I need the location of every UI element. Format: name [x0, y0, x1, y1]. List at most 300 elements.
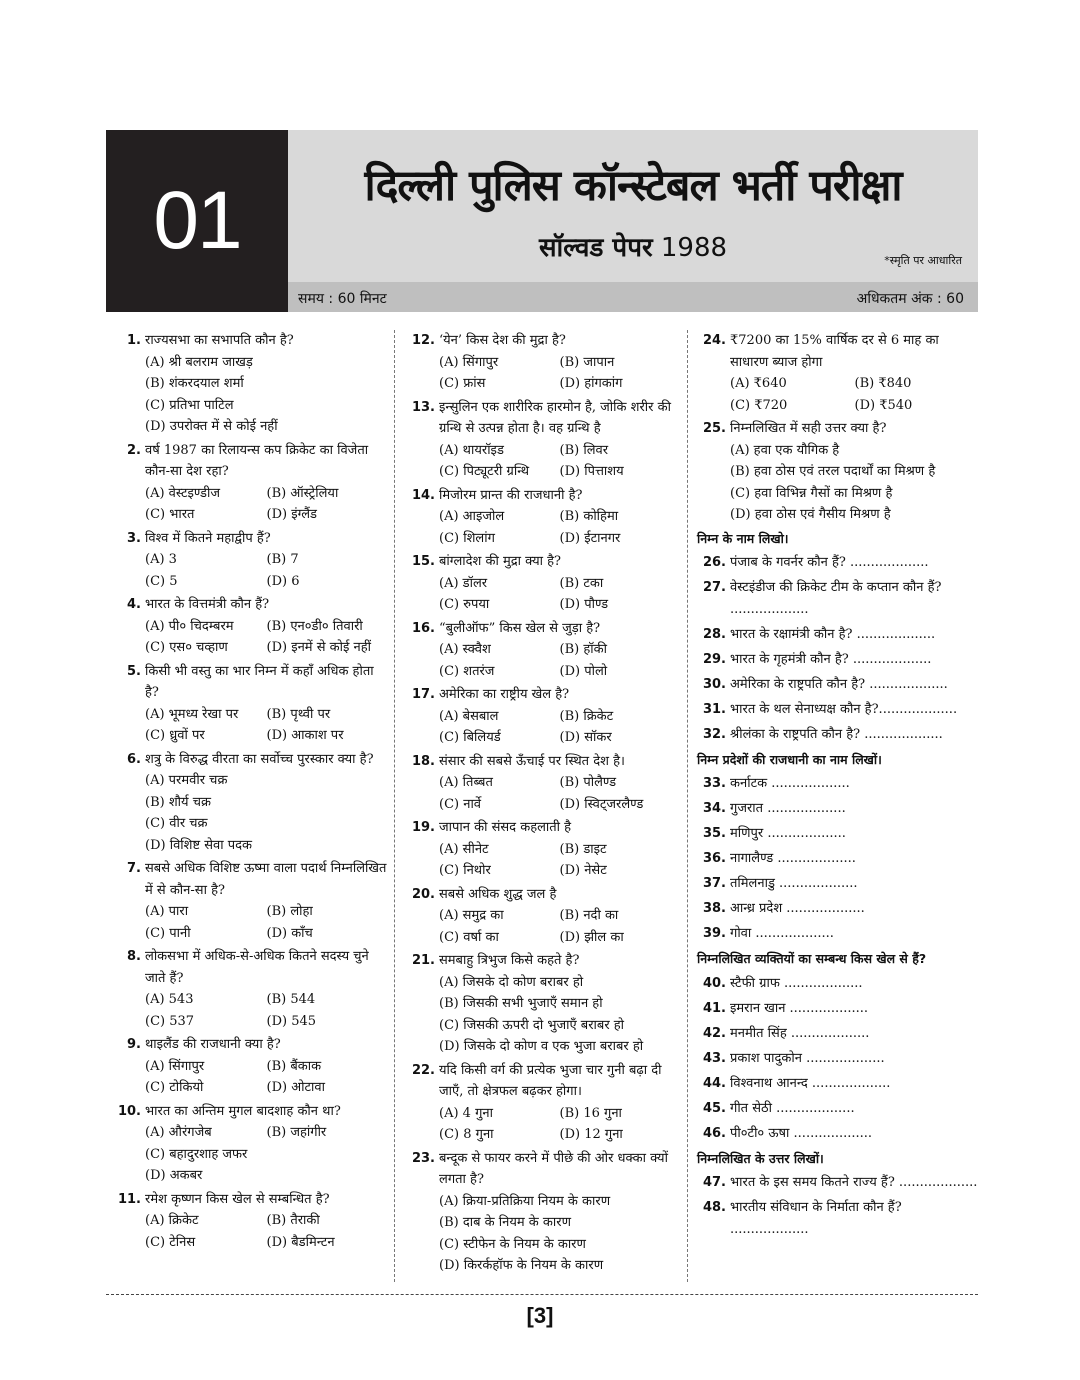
question-item [697, 418, 979, 526]
option-list [112, 1122, 388, 1187]
option-item: (A) औरंगजेब [145, 1125, 212, 1140]
option-item: (C) 537 [145, 1013, 195, 1029]
option-list [406, 772, 680, 815]
option-item: (C) रुपया [439, 597, 490, 612]
option-item: (D) पौण्ड [559, 597, 609, 612]
question-item [112, 946, 388, 1032]
question-line [112, 440, 388, 483]
subtitle-year: 1988 [660, 233, 728, 263]
question-text: वेस्टइंडीज की क्रिकेट टीम के कप्तान कौन हैं? ................... [730, 580, 942, 617]
option-item: (A) 3 [145, 552, 177, 567]
option-item: (B) 16 गुना [559, 1105, 622, 1121]
question-text: भारत के थल सेनाध्यक्ष कौन है?................... [730, 701, 958, 717]
question-text: इन्सुलिन एक शारीरिक हारमोन है, जोकि शरीर की ग्रन्थि से उत्पन्न होता है। वह ग्रन्थि है [439, 399, 671, 436]
option-list [406, 1103, 680, 1146]
option-list [406, 573, 680, 616]
option-item: (A) 4 गुना [439, 1105, 493, 1121]
option-item: (C) 8 गुना [439, 1127, 494, 1142]
question-line [406, 884, 680, 906]
option-list [112, 549, 388, 592]
fill-blank-item [697, 1073, 979, 1095]
question-number: 33. [702, 776, 726, 791]
question-item [406, 684, 680, 749]
question-number: 39. [702, 926, 726, 941]
question-line [406, 817, 680, 839]
question-item [112, 330, 388, 438]
question-text: गीत सेठी ................... [730, 1100, 855, 1116]
option-list [112, 616, 388, 659]
option-item: (B) बैंकाक [266, 1058, 322, 1074]
question-number: 44. [702, 1075, 726, 1091]
question-number: 22. [411, 1062, 435, 1078]
question-number: 16. [411, 620, 435, 636]
question-number: 30. [702, 676, 726, 692]
option-item: (B) लिवर [559, 442, 609, 458]
column-divider [687, 330, 688, 1282]
question-line [112, 594, 388, 616]
option-item: (A) स्क्वैश [439, 642, 491, 657]
option-item: (C) हवा विभिन्न गैसों का मिश्रण है [730, 485, 893, 501]
question-line [406, 618, 680, 640]
question-text: तमिलनाडु ................... [730, 876, 858, 891]
option-list [406, 839, 680, 882]
question-text: आन्ध्र प्रदेश ................... [730, 901, 865, 916]
option-item: (C) बहादुरशाह जफर [145, 1146, 248, 1162]
question-number: 19. [411, 820, 435, 835]
question-number: 8. [127, 949, 141, 964]
question-text: भारत के इस समय कितने राज्य हैं? ................... [730, 1175, 978, 1190]
question-number: 3. [127, 530, 141, 546]
question-item [406, 817, 680, 882]
option-item: (D) ओटावा [266, 1080, 326, 1095]
fill-blank-item [697, 873, 979, 895]
option-item: (A) पारा [145, 904, 189, 919]
option-item: (C) एस० चव्हाण [145, 640, 228, 655]
option-list [112, 1210, 388, 1253]
option-list [406, 639, 680, 682]
question-item [112, 1101, 388, 1187]
paper-title: दिल्ली पुलिस कॉन्स्टेबल भर्ती परीक्षा [364, 161, 902, 211]
question-number: 14. [411, 487, 435, 503]
fill-blank-item [697, 923, 979, 945]
question-line [112, 330, 388, 352]
option-item: (D) हांगकांग [559, 376, 623, 391]
option-item: (A) सिंगापुर [439, 354, 499, 370]
option-item: (A) क्रिकेट [145, 1213, 199, 1228]
section-heading: निम्न प्रदेशों की राजधानी का नाम लिखों। [697, 751, 882, 767]
option-item: (A) तिब्बत [439, 775, 493, 790]
question-item [406, 330, 680, 395]
section-heading: निम्न के नाम लिखो। [697, 530, 789, 546]
option-list [406, 706, 680, 749]
fill-blank-item [697, 649, 979, 671]
question-text: विश्व में कितने महाद्वीप हैं? [145, 530, 271, 546]
question-text: रमेश कृष्णन किस खेल से सम्बन्धित है? [145, 1191, 330, 1207]
question-line [697, 418, 979, 440]
question-line [112, 528, 388, 550]
section-heading: निम्नलिखित व्यक्तियों का सम्बन्ध किस खेल से हैं? [697, 951, 927, 966]
option-item: (B) तैराकी [266, 1213, 320, 1228]
question-text: राज्यसभा का सभापति कौन है? [145, 333, 294, 348]
option-list [406, 506, 680, 549]
question-line [406, 684, 680, 706]
option-item: (C) पानी [145, 925, 191, 941]
option-item: (D) हवा ठोस एवं गैसीय मिश्रण है [730, 507, 891, 522]
question-text: प्रकाश पादुकोन ................... [730, 1050, 885, 1066]
question-text: मनमीत सिंह ................... [730, 1025, 870, 1041]
question-number: 23. [411, 1150, 435, 1166]
option-item: (C) टोकियो [145, 1080, 204, 1095]
question-text: गुजरात ................... [730, 801, 846, 816]
section-heading: निम्नलिखित के उत्तर लिखों। [697, 1150, 824, 1166]
question-number: 11. [117, 1191, 141, 1207]
option-item: (D) पित्ताशय [559, 464, 624, 479]
option-item: (D) काँच [266, 925, 313, 941]
option-item: (A) आइजोल [439, 509, 505, 524]
question-text: जापान की संसद कहलाती है [439, 820, 572, 835]
question-text: कर्नाटक ................... [730, 776, 850, 791]
option-item: (A) डॉलर [439, 575, 488, 591]
question-line [406, 485, 680, 507]
option-item: (B) पोलैण्ड [559, 775, 617, 790]
question-text: संसार की सबसे ऊँचाई पर स्थित देश है। [439, 753, 625, 769]
option-item: (B) शौर्य चक्र [145, 794, 211, 810]
question-line [406, 1148, 680, 1191]
question-number: 47. [702, 1175, 726, 1190]
question-number: 5. [127, 663, 141, 679]
option-list [697, 373, 979, 416]
question-text: इमरान खान ................... [730, 1000, 869, 1016]
option-item: (D) विशिष्ट सेवा पदक [145, 837, 253, 853]
question-number: 41. [702, 1000, 726, 1016]
fill-blank-item [697, 1098, 979, 1120]
fill-blank-item [697, 1048, 979, 1070]
option-item: (B) टका [559, 575, 604, 591]
question-text: भारत के गृहमंत्री कौन है? ................... [730, 651, 932, 667]
option-item: (D) 12 गुना [559, 1127, 623, 1142]
question-number: 18. [411, 753, 435, 769]
option-item: (D) स्विट्जरलैण्ड [559, 796, 644, 812]
question-number: 40. [702, 975, 726, 991]
question-item [112, 661, 388, 747]
fill-blank-item [697, 674, 979, 696]
question-number: 10. [117, 1103, 141, 1119]
question-text: निम्नलिखित में सही उत्तर क्या है? [730, 421, 887, 436]
option-item: (A) जिसके दो कोण बराबर हो [439, 974, 584, 990]
question-line [112, 661, 388, 704]
question-number: 6. [127, 751, 141, 767]
question-number: 1. [127, 333, 141, 348]
option-item: (B) ऑस्ट्रेलिया [266, 485, 339, 501]
question-line [112, 946, 388, 989]
question-text: वर्ष 1987 का रिलायन्स कप क्रिकेट का विजेता कौन-सा देश रहा? [145, 442, 369, 479]
question-item [112, 749, 388, 857]
fill-blank-item [697, 973, 979, 995]
option-item: (D) ईटानगर [559, 530, 621, 546]
fill-blank-item [697, 998, 979, 1020]
question-text: समबाहु त्रिभुज किसे कहते है? [439, 953, 580, 968]
question-number: 20. [411, 886, 435, 902]
option-item: (C) फ्रांस [439, 376, 486, 391]
option-item: (B) कोहिमा [559, 509, 619, 524]
option-item: (B) पृथ्वी पर [266, 706, 331, 722]
time-limit: समय : 60 मिनट [298, 291, 387, 307]
question-number: 28. [702, 626, 726, 642]
question-text: स्टैफी ग्राफ ................... [730, 975, 863, 991]
question-column-1 [112, 330, 388, 1255]
option-item: (C) निथोर [439, 863, 491, 878]
option-item: (C) भारत [145, 507, 195, 522]
question-text: नागालैण्ड ................... [730, 851, 856, 866]
question-number: 46. [702, 1125, 726, 1141]
question-line [112, 1189, 388, 1211]
option-list [112, 770, 388, 856]
question-text: भारत का अन्तिम मुगल बादशाह कौन था? [145, 1103, 341, 1119]
question-number: 25. [702, 421, 726, 436]
question-text: थाइलैंड की राजधानी क्या है? [145, 1037, 281, 1052]
fill-blank-item [697, 798, 979, 820]
option-item: (D) 6 [266, 573, 300, 589]
question-column-3 [697, 330, 979, 1244]
question-number: 4. [127, 597, 141, 612]
question-item [112, 528, 388, 593]
option-item: (B) हवा ठोस एवं तरल पदार्थों का मिश्रण है [730, 464, 936, 479]
question-text: मिजोरम प्रान्त की राजधानी है? [439, 487, 583, 503]
question-number: 27. [702, 580, 726, 595]
question-number: 7. [127, 861, 141, 876]
option-item: (C) नार्वे [439, 796, 482, 812]
option-item: (C) जिसकी ऊपरी दो भुजाएँ बराबर हो [439, 1017, 625, 1033]
fill-blank-item [697, 577, 979, 620]
page-number: [3] [526, 1303, 554, 1328]
option-item: (A) श्री बलराम जाखड़ [145, 354, 253, 370]
option-list [406, 905, 680, 948]
question-line [406, 1060, 680, 1103]
option-item: (C) शिलांग [439, 530, 495, 546]
option-item: (A) सिंगापुर [145, 1058, 205, 1074]
option-item: (D) इंग्लैंड [266, 507, 318, 522]
option-item: (B) जिसकी सभी भुजाएँ समान हो [439, 996, 603, 1011]
option-item: (D) 545 [266, 1013, 317, 1029]
question-line [112, 858, 388, 901]
fill-blank-item [697, 848, 979, 870]
option-list [112, 483, 388, 526]
option-item: (B) दाब के नियम के कारण [439, 1215, 571, 1230]
question-number: 38. [702, 901, 726, 916]
question-line [112, 749, 388, 771]
option-item: (D) उपरोक्त में से कोई नहीं [145, 419, 278, 434]
option-list [406, 972, 680, 1058]
question-line [406, 330, 680, 352]
fill-blank-item [697, 898, 979, 920]
option-item: (D) नेसेट [559, 863, 607, 878]
question-text: भारतीय संविधान के निर्माता कौन हैं? ................... [730, 1200, 902, 1237]
question-item [112, 1189, 388, 1254]
option-item: (B) जहांगीर [266, 1125, 327, 1140]
question-line [406, 950, 680, 972]
max-marks: अधिकतम अंक : 60 [856, 291, 964, 307]
fill-blank-item [697, 552, 979, 574]
question-item [406, 485, 680, 550]
question-number: 24. [702, 333, 726, 348]
option-item: (A) 543 [145, 992, 194, 1007]
option-list [112, 704, 388, 747]
question-text: पंजाब के गवर्नर कौन हैं? ................... [730, 555, 929, 570]
option-item: (B) ₹840 [854, 376, 912, 391]
question-item [406, 1148, 680, 1277]
option-item: (B) 7 [266, 552, 299, 567]
question-item [697, 330, 979, 416]
option-list [406, 440, 680, 483]
option-list [406, 352, 680, 395]
option-item: (C) बिलियर्ड [439, 730, 501, 745]
option-item: (A) थायरॉइड [439, 442, 504, 458]
column-divider [394, 330, 395, 1282]
option-item: (C) 5 [145, 573, 178, 589]
option-item: (C) ₹720 [730, 397, 788, 413]
option-list [112, 989, 388, 1032]
question-number: 42. [702, 1025, 726, 1041]
question-item [406, 618, 680, 683]
paper-subtitle [288, 228, 978, 264]
question-text: किसी भी वस्तु का भार निम्न में कहाँ अधिक होता है? [145, 663, 374, 700]
option-item: (D) जिसके दो कोण व एक भुजा बराबर हो [439, 1039, 644, 1054]
option-item: (B) क्रिकेट [559, 708, 614, 724]
question-number: 32. [702, 726, 726, 742]
question-line [112, 1034, 388, 1056]
subtitle-label: सॉल्वड पेपर [538, 233, 653, 263]
footer-divider [106, 1294, 978, 1295]
option-item: (D) पोलो [559, 663, 608, 679]
question-line [406, 551, 680, 573]
option-item: (B) हॉकी [559, 642, 607, 657]
fill-blank-item [697, 1172, 979, 1194]
option-item: (B) लोहा [266, 904, 313, 919]
question-text: बन्दूक से फायर करने में पीछे की ओर धक्का क्यों लगता है? [439, 1150, 668, 1187]
option-item: (C) टेनिस [145, 1234, 196, 1250]
paper-header [106, 130, 978, 312]
option-item: (C) ध्रुवों पर [145, 728, 205, 743]
question-number: 45. [702, 1100, 726, 1116]
fill-blank-item [697, 1123, 979, 1145]
option-item: (B) 544 [266, 992, 316, 1007]
question-item [112, 440, 388, 526]
option-list [697, 440, 979, 526]
question-number: 2. [127, 442, 141, 458]
question-number: 31. [702, 701, 726, 717]
option-item: (B) शंकरदयाल शर्मा [145, 376, 244, 391]
fill-blank-item [697, 699, 979, 721]
question-number: 36. [702, 851, 726, 866]
question-text: अमेरिका के राष्ट्रपति कौन है? ................... [730, 676, 948, 692]
option-item: (C) स्टीफेन के नियम के कारण [439, 1236, 586, 1252]
question-number: 43. [702, 1050, 726, 1066]
option-item: (A) पी० चिदम्बरम [145, 618, 234, 634]
option-item: (D) इनमें से कोई नहीं [266, 640, 371, 655]
question-number: 15. [411, 554, 435, 569]
question-item [112, 594, 388, 659]
option-item: (A) सीनेट [439, 841, 489, 857]
option-item: (D) ₹540 [854, 397, 913, 413]
fill-blank-item [697, 773, 979, 795]
question-line [697, 330, 979, 373]
question-text: यदि किसी वर्ग की प्रत्येक भुजा चार गुनी बढ़ा दी जाएँ, तो क्षेत्रफल बढ़कर होगा। [439, 1062, 662, 1099]
option-item: (B) नदी का [559, 908, 619, 923]
question-item [112, 858, 388, 944]
option-item: (C) वीर चक्र [145, 816, 208, 831]
question-number: 48. [702, 1200, 726, 1215]
option-item: (D) बैडमिन्टन [266, 1234, 335, 1250]
question-number: 9. [127, 1037, 141, 1052]
question-item [406, 884, 680, 949]
question-number: 21. [411, 953, 435, 968]
option-item: (D) आकाश पर [266, 728, 344, 743]
fill-blank-item [697, 724, 979, 746]
question-number: 37. [702, 876, 726, 891]
question-text: लोकसभा में अधिक-से-अधिक कितने सदस्य चुने जाते हैं? [145, 949, 369, 986]
option-item: (D) सॉकर [559, 730, 612, 745]
option-item: (A) ₹640 [730, 376, 787, 391]
option-item: (B) जापान [559, 354, 615, 370]
question-text: ‘येन’ किस देश की मुद्रा है? [439, 333, 566, 348]
fill-blank-item [697, 624, 979, 646]
option-list [112, 1056, 388, 1099]
option-item: (B) एन०डी० तिवारी [266, 618, 363, 634]
question-text: पी०टी० ऊषा ................... [730, 1125, 873, 1141]
question-text: सबसे अधिक शुद्ध जल है [439, 886, 557, 902]
question-text: सबसे अधिक विशिष्ट ऊष्मा वाला पदार्थ निम्नलिखित में से कौन-सा है? [145, 861, 387, 898]
question-text: ₹7200 का 15% वार्षिक दर से 6 माह का साधारण ब्याज होगा [730, 333, 939, 370]
question-text: “बुलीऑफ” किस खेल से जुड़ा है? [439, 620, 601, 636]
question-number: 29. [702, 651, 726, 667]
question-line [406, 751, 680, 773]
question-number: 34. [702, 801, 726, 816]
option-item: (A) हवा एक यौगिक है [730, 442, 840, 458]
option-item: (D) किरर्कहॉफ के नियम के कारण [439, 1258, 604, 1273]
question-item [112, 1034, 388, 1099]
question-item [406, 551, 680, 616]
question-text: विश्वनाथ आनन्द ................... [730, 1075, 891, 1091]
question-item [406, 397, 680, 483]
question-item [406, 950, 680, 1058]
question-item [406, 751, 680, 816]
question-text: बांग्लादेश की मुद्रा क्या है? [439, 554, 562, 569]
option-item: (A) परमवीर चक्र [145, 773, 228, 788]
option-list [112, 901, 388, 944]
option-item: (C) प्रतिभा पाटिल [145, 397, 234, 413]
paper-number: 01 [106, 130, 288, 312]
question-text: गोवा ................... [730, 926, 834, 941]
option-item: (D) झील का [559, 929, 624, 945]
question-number: 12. [411, 333, 435, 348]
option-item: (A) बेसबाल [439, 708, 499, 724]
question-number: 17. [411, 687, 435, 702]
fill-blank-item [697, 1197, 979, 1240]
question-column-2 [406, 330, 680, 1279]
option-item: (A) समुद्र का [439, 908, 504, 923]
question-text: भारत के वित्तमंत्री कौन हैं? [145, 597, 270, 612]
option-list [112, 352, 388, 438]
option-item: (C) पिट्यूटरी ग्रन्थि [439, 464, 530, 479]
question-text: भारत के रक्षामंत्री कौन है? ................... [730, 626, 936, 642]
option-item: (A) भूमध्य रेखा पर [145, 706, 239, 722]
option-item: (B) डाइट [559, 841, 607, 857]
info-bar [288, 282, 978, 312]
title-box [288, 130, 978, 282]
question-number: 26. [702, 555, 726, 570]
question-number: 35. [702, 826, 726, 841]
fill-blank-item [697, 1023, 979, 1045]
